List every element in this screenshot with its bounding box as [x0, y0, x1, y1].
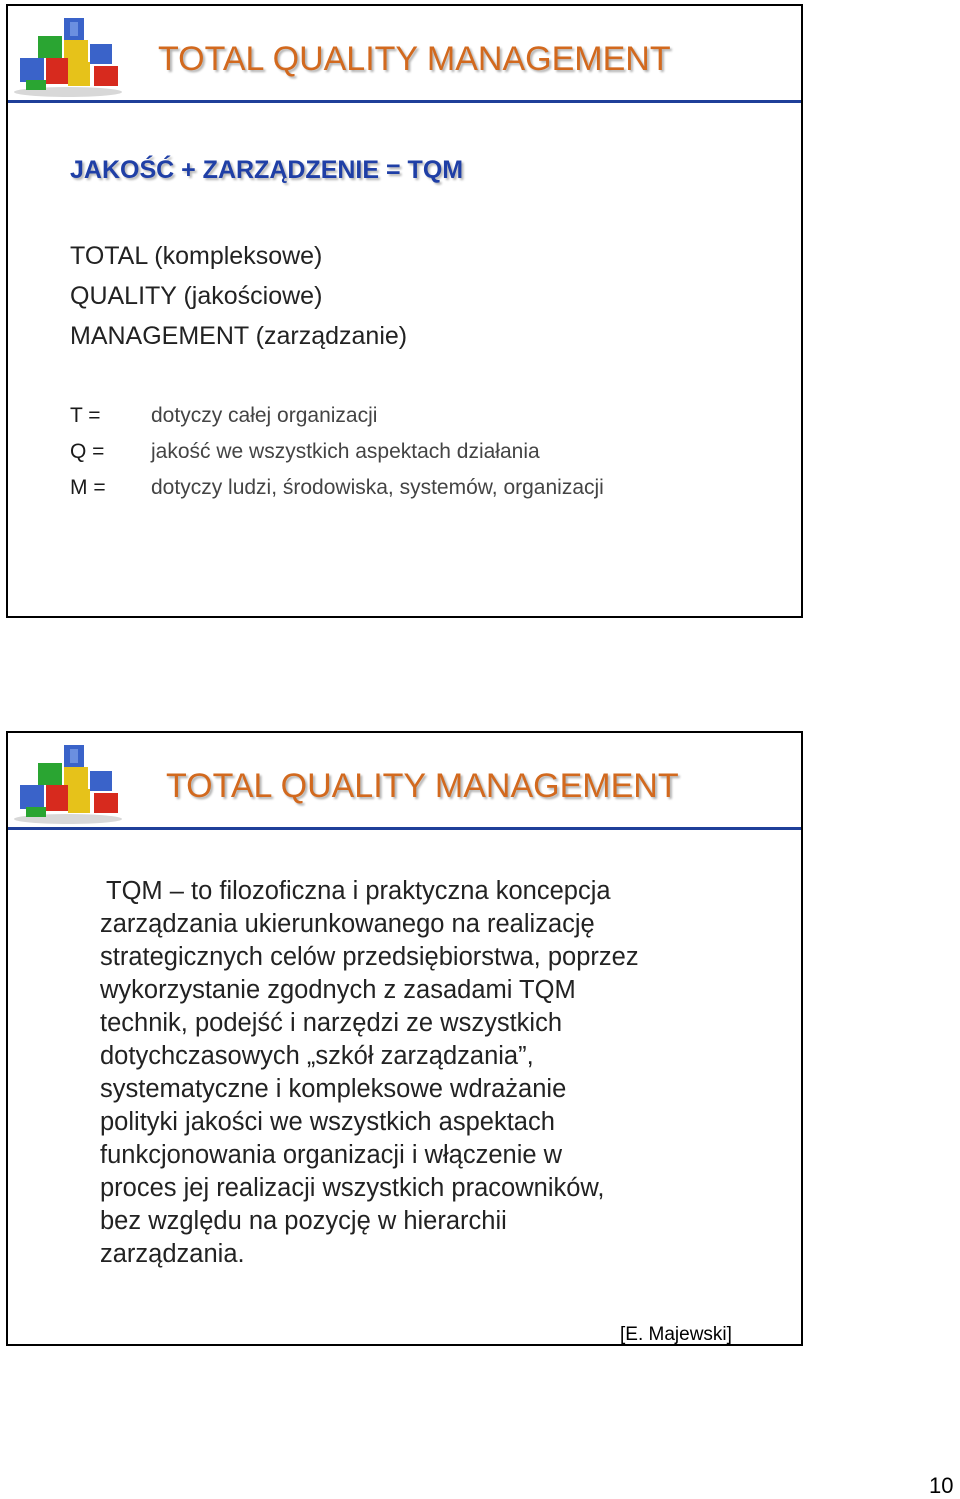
definition-letter: Q = [70, 440, 105, 463]
slide-title: TOTAL QUALITY MANAGEMENT [166, 767, 679, 805]
definition-line: systematyczne i kompleksowe wdrażanie [100, 1075, 567, 1103]
definition-line: proces jej realizacji wszystkich pracowników, [100, 1174, 605, 1202]
term-item: QUALITY (jakościowe) [70, 282, 323, 310]
slide-title: TOTAL QUALITY MANAGEMENT [158, 40, 671, 78]
page-number: 10 [929, 1473, 954, 1498]
citation: [E. Majewski] [620, 1324, 732, 1345]
definition-line: polityki jakości we wszystkich aspektach [100, 1108, 555, 1136]
slide-header [8, 733, 801, 829]
definition-line: funkcjonowania organizacji i włączenie w [100, 1141, 563, 1169]
colored-blocks-logo-icon [12, 741, 124, 825]
slide-header [8, 6, 801, 102]
definition-line: zarządzania. [100, 1240, 245, 1268]
definition-line: dotychczasowych „szkół zarządzania”, [100, 1042, 534, 1070]
term-item: TOTAL (kompleksowe) [70, 242, 323, 270]
tqm-equation: JAKOŚĆ + ZARZĄDZENIE = TQM [70, 156, 464, 184]
definition-letter: M = [70, 476, 106, 499]
definition-line: strategicznych celów przedsiębiorstwa, poprzez [100, 943, 639, 971]
definition-line: technik, podejść i narzędzi ze wszystkich [100, 1009, 563, 1037]
colored-blocks-logo-icon [12, 14, 124, 98]
header-divider [8, 827, 801, 830]
definition-line: TQM – to filozoficzna i praktyczna koncepcja [106, 877, 611, 905]
slide-1 [6, 4, 803, 618]
definition-list [70, 398, 604, 506]
definition-row [70, 470, 604, 506]
term-list [70, 236, 407, 356]
header-divider [8, 100, 801, 103]
definition-row [70, 398, 604, 434]
definition-line: bez względu na pozycję w hierarchii [100, 1207, 507, 1235]
tqm-definition [100, 875, 780, 1271]
definition-text: dotyczy ludzi, środowiska, systemów, organizacji [151, 476, 604, 499]
definition-line: wykorzystanie zgodnych z zasadami TQM [100, 976, 576, 1004]
definition-text: jakość we wszystkich aspektach działania [151, 440, 540, 463]
definition-line: zarządzania ukierunkowanego na realizację [100, 910, 595, 938]
definition-letter: T = [70, 404, 101, 427]
definition-text: dotyczy całej organizacji [151, 404, 378, 427]
term-item: MANAGEMENT (zarządzanie) [70, 322, 408, 350]
slide-2 [6, 731, 803, 1346]
definition-row [70, 434, 604, 470]
